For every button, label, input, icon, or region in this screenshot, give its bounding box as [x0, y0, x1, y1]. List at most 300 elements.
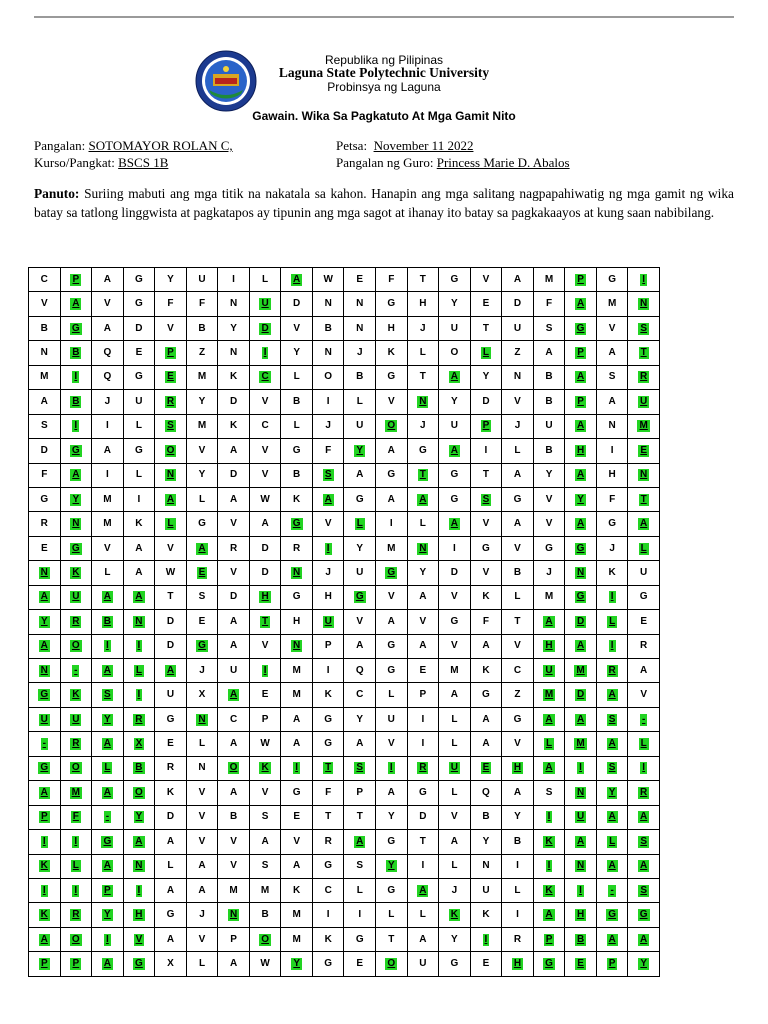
grid-cell [92, 512, 124, 536]
grid-letter: S [356, 762, 364, 774]
grid-cell [470, 805, 502, 829]
grid-letter: A [293, 713, 301, 725]
grid-cell [565, 732, 597, 756]
grid-cell [29, 268, 61, 292]
grid-letter: R [166, 762, 175, 774]
grid-letter: T [262, 615, 269, 627]
grid-letter: A [576, 298, 585, 310]
grid-cell [249, 830, 281, 854]
grid-letter: R [608, 664, 616, 676]
grid-letter: D [450, 566, 458, 578]
grid-cell [628, 390, 660, 414]
grid-letter: E [640, 444, 647, 456]
grid-letter: A [387, 493, 395, 505]
grid-letter: G [450, 615, 459, 627]
grid-cell [502, 903, 534, 927]
grid-letter: S [198, 591, 206, 603]
grid-letter: V [261, 469, 269, 481]
grid-cell [60, 316, 92, 340]
grid-cell [186, 830, 218, 854]
grid-cell [60, 927, 92, 951]
grid-cell [155, 316, 187, 340]
grid-letter: N [229, 298, 238, 310]
grid-letter: M [103, 518, 112, 530]
grid-cell [407, 487, 439, 511]
grid-letter: Q [103, 347, 112, 359]
grid-letter: R [293, 542, 301, 554]
grid-cell [92, 659, 124, 683]
grid-letter: A [450, 689, 458, 701]
grid-cell [312, 756, 344, 780]
grid-letter: L [419, 909, 426, 921]
grid-letter: E [40, 542, 48, 554]
grid-cell [29, 561, 61, 585]
word-search-body [29, 268, 660, 977]
grid-cell [123, 952, 155, 976]
grid-cell [312, 854, 344, 878]
grid-letter: P [230, 933, 237, 945]
grid-letter: G [292, 786, 301, 798]
grid-letter: T [640, 347, 647, 359]
grid-letter: D [166, 615, 175, 627]
grid-letter: A [482, 640, 490, 652]
grid-cell [92, 439, 124, 463]
grid-cell [533, 536, 565, 560]
grid-letter: M [103, 493, 112, 505]
grid-letter: X [167, 957, 174, 969]
grid-cell [344, 561, 376, 585]
grid-letter: R [72, 615, 80, 627]
grid-cell [123, 805, 155, 829]
grid-letter: A [608, 933, 616, 945]
grid-cell [281, 683, 313, 707]
grid-letter: L [514, 884, 521, 896]
grid-cell [596, 512, 628, 536]
grid-letter: T [419, 469, 426, 481]
grid-cell [218, 365, 250, 389]
republic-line: Republika ng Pilipinas [324, 53, 444, 67]
grid-cell [628, 781, 660, 805]
grid-letter: I [610, 640, 614, 652]
grid-letter: A [482, 738, 490, 750]
grid-cell [628, 512, 660, 536]
grid-letter: A [229, 493, 238, 505]
grid-cell [312, 707, 344, 731]
grid-cell [60, 365, 92, 389]
grid-cell [533, 854, 565, 878]
grid-letter: U [72, 591, 80, 603]
grid-letter: V [640, 689, 647, 701]
grid-letter: M [387, 542, 396, 554]
grid-letter: G [71, 444, 80, 456]
grid-cell [470, 390, 502, 414]
grid-letter: G [387, 371, 396, 383]
grid-letter: S [608, 713, 616, 725]
grid-letter: I [137, 689, 141, 701]
grid-letter: T [514, 615, 521, 627]
grid-cell [502, 487, 534, 511]
grid-letter: Q [355, 664, 364, 676]
grid-letter: C [261, 420, 269, 432]
grid-cell [186, 854, 218, 878]
grid-cell [502, 781, 534, 805]
grid-letter: U [387, 713, 395, 725]
grid-letter: B [513, 566, 522, 578]
grid-letter: G [324, 860, 333, 872]
grid-cell [92, 463, 124, 487]
grid-cell [502, 292, 534, 316]
grid-letter: Y [135, 811, 143, 823]
grid-cell [312, 292, 344, 316]
grid-cell [376, 585, 408, 609]
grid-letter: M [71, 786, 80, 798]
grid-letter: A [40, 933, 48, 945]
grid-letter: G [608, 909, 616, 921]
grid-letter: J [199, 664, 205, 676]
grid-letter: I [421, 860, 425, 872]
grid-cell [628, 805, 660, 829]
grid-cell [344, 536, 376, 560]
grid-letter: U [545, 420, 553, 432]
grid-letter: A [576, 469, 585, 481]
grid-cell [312, 390, 344, 414]
grid-cell [218, 341, 250, 365]
grid-row [29, 683, 660, 707]
grid-cell [502, 683, 534, 707]
grid-cell [376, 878, 408, 902]
grid-cell [155, 732, 187, 756]
grid-cell [407, 512, 439, 536]
grid-cell [533, 316, 565, 340]
grid-letter: G [324, 957, 333, 969]
grid-cell [439, 830, 471, 854]
grid-cell [533, 634, 565, 658]
grid-cell [218, 585, 250, 609]
grid-letter: D [482, 395, 490, 407]
grid-letter: A [450, 371, 458, 383]
grid-cell [502, 732, 534, 756]
grid-cell [470, 781, 502, 805]
grid-letter: Q [482, 786, 490, 798]
grid-letter: T [482, 322, 489, 334]
grid-cell [533, 365, 565, 389]
grid-cell [628, 414, 660, 438]
grid-cell [29, 927, 61, 951]
grid-letter: D [576, 615, 585, 627]
grid-cell [249, 756, 281, 780]
grid-letter: I [389, 762, 393, 774]
name-label: Pangalan: [34, 138, 86, 153]
grid-letter: V [514, 738, 521, 750]
grid-cell [155, 390, 187, 414]
grid-cell [155, 414, 187, 438]
grid-cell [344, 830, 376, 854]
grid-letter: J [420, 420, 426, 432]
grid-cell [123, 390, 155, 414]
grid-cell [533, 659, 565, 683]
grid-cell [155, 341, 187, 365]
grid-cell [123, 610, 155, 634]
grid-letter: F [388, 273, 395, 285]
grid-cell [218, 683, 250, 707]
grid-cell [155, 903, 187, 927]
grid-cell [186, 634, 218, 658]
grid-letter: J [104, 395, 111, 407]
grid-cell [123, 781, 155, 805]
grid-letter: A [198, 860, 206, 872]
grid-cell [218, 316, 250, 340]
grid-cell [312, 878, 344, 902]
grid-letter: S [104, 689, 111, 701]
grid-letter: G [198, 518, 206, 530]
grid-letter: H [293, 615, 301, 627]
grid-cell [376, 292, 408, 316]
grid-letter: I [389, 518, 393, 530]
grid-cell [628, 487, 660, 511]
grid-letter: - [610, 884, 614, 896]
grid-letter: G [387, 640, 396, 652]
grid-letter: A [387, 444, 395, 456]
grid-letter: F [198, 298, 206, 310]
grid-cell [470, 365, 502, 389]
grid-cell [218, 268, 250, 292]
grid-letter: E [135, 347, 143, 359]
grid-cell [60, 585, 92, 609]
grid-letter: O [166, 444, 175, 456]
grid-letter: N [419, 542, 427, 554]
grid-cell [344, 268, 376, 292]
grid-cell [596, 756, 628, 780]
grid-cell [502, 414, 534, 438]
grid-letter: V [40, 298, 48, 310]
grid-cell [565, 365, 597, 389]
grid-row [29, 439, 660, 463]
grid-letter: C [513, 664, 522, 676]
grid-cell [439, 781, 471, 805]
grid-cell [186, 903, 218, 927]
grid-letter: W [165, 566, 176, 578]
grid-letter: W [260, 957, 270, 969]
grid-letter: L [545, 738, 553, 750]
grid-cell [186, 659, 218, 683]
grid-letter: O [261, 933, 269, 945]
grid-cell [312, 561, 344, 585]
grid-cell [439, 390, 471, 414]
grid-cell [628, 561, 660, 585]
grid-letter: B [40, 322, 48, 334]
grid-letter: U [545, 664, 553, 676]
grid-cell [565, 414, 597, 438]
grid-cell [218, 952, 250, 976]
grid-letter: V [387, 395, 395, 407]
grid-cell [376, 390, 408, 414]
grid-cell [249, 732, 281, 756]
grid-cell [344, 439, 376, 463]
grid-letter: I [295, 762, 299, 774]
grid-cell [439, 585, 471, 609]
grid-letter: - [105, 811, 110, 823]
grid-cell [281, 830, 313, 854]
grid-cell [502, 365, 534, 389]
grid-letter: V [167, 542, 174, 554]
grid-letter: R [324, 835, 332, 847]
grid-letter: G [166, 713, 175, 725]
grid-letter: B [576, 933, 585, 945]
grid-cell [249, 854, 281, 878]
grid-letter: E [356, 273, 364, 285]
grid-cell [60, 512, 92, 536]
grid-letter: Z [514, 347, 521, 359]
grid-letter: I [484, 933, 488, 945]
grid-cell [92, 390, 124, 414]
grid-cell [470, 561, 502, 585]
grid-letter: A [166, 933, 175, 945]
grid-letter: S [640, 835, 647, 847]
grid-cell [218, 854, 250, 878]
grid-cell [92, 561, 124, 585]
grid-letter: I [452, 542, 456, 554]
grid-cell [344, 903, 376, 927]
grid-letter: U [576, 811, 585, 823]
grid-letter: A [72, 298, 80, 310]
grid-cell [533, 561, 565, 585]
grid-cell [186, 512, 218, 536]
grid-cell [312, 585, 344, 609]
grid-cell [344, 683, 376, 707]
grid-cell [186, 390, 218, 414]
grid-letter: S [167, 420, 174, 432]
grid-letter: V [198, 933, 206, 945]
grid-letter: T [167, 591, 174, 603]
grid-letter: G [576, 591, 585, 603]
grid-cell [155, 463, 187, 487]
grid-letter: V [104, 298, 111, 310]
grid-letter: I [105, 640, 109, 652]
grid-cell [281, 610, 313, 634]
grid-cell [533, 487, 565, 511]
grid-cell [123, 439, 155, 463]
grid-cell [439, 659, 471, 683]
grid-letter: P [40, 957, 48, 969]
grid-cell [596, 292, 628, 316]
grid-letter: E [482, 298, 490, 310]
grid-cell [628, 341, 660, 365]
grid-letter: N [229, 909, 238, 921]
grid-cell [281, 414, 313, 438]
grid-letter: A [450, 835, 458, 847]
grid-cell [439, 463, 471, 487]
grid-letter: A [135, 591, 143, 603]
grid-letter: G [387, 664, 396, 676]
grid-cell [376, 781, 408, 805]
grid-cell [376, 610, 408, 634]
grid-letter: Y [451, 933, 458, 945]
grid-cell [218, 634, 250, 658]
grid-letter: I [484, 444, 488, 456]
grid-letter: P [577, 395, 584, 407]
grid-cell [29, 487, 61, 511]
grid-cell [502, 561, 534, 585]
grid-cell [439, 414, 471, 438]
grid-cell [439, 878, 471, 902]
grid-letter: G [135, 444, 143, 456]
grid-cell [376, 805, 408, 829]
grid-letter: L [167, 860, 174, 872]
grid-cell [281, 781, 313, 805]
grid-letter: N [482, 860, 490, 872]
grid-letter: K [229, 371, 238, 383]
grid-cell [376, 927, 408, 951]
grid-cell [92, 585, 124, 609]
grid-cell [533, 781, 565, 805]
grid-letter: K [72, 689, 80, 701]
grid-letter: P [419, 689, 427, 701]
course-value: BSCS 1B [118, 155, 169, 170]
grid-letter: N [513, 371, 522, 383]
grid-cell [344, 292, 376, 316]
grid-cell [312, 805, 344, 829]
grid-cell [186, 365, 218, 389]
grid-letter: J [325, 420, 331, 432]
grid-letter: D [261, 566, 269, 578]
grid-letter: L [198, 738, 206, 750]
grid-letter: K [40, 860, 48, 872]
grid-cell [596, 927, 628, 951]
grid-cell [470, 927, 502, 951]
grid-cell [628, 927, 660, 951]
grid-letter: P [545, 933, 553, 945]
grid-letter: N [72, 518, 80, 530]
grid-letter: S [640, 884, 647, 896]
grid-letter: B [482, 811, 490, 823]
grid-letter: V [230, 566, 237, 578]
grid-cell [92, 927, 124, 951]
grid-cell [60, 683, 92, 707]
grid-letter: E [167, 738, 174, 750]
grid-letter: U [419, 957, 427, 969]
grid-letter: E [198, 615, 206, 627]
grid-letter: A [545, 713, 553, 725]
grid-letter: K [261, 762, 269, 774]
grid-cell [376, 830, 408, 854]
grid-cell [60, 830, 92, 854]
grid-letter: M [639, 420, 648, 432]
grid-cell [344, 512, 376, 536]
grid-cell [628, 463, 660, 487]
grid-cell [60, 634, 92, 658]
grid-letter: A [419, 640, 427, 652]
grid-cell [628, 854, 660, 878]
grid-letter: A [640, 518, 648, 530]
grid-letter: L [419, 347, 426, 359]
grid-cell [596, 683, 628, 707]
grid-letter: I [516, 909, 519, 921]
grid-cell [281, 805, 313, 829]
grid-letter: D [40, 444, 48, 456]
grid-letter: G [387, 835, 396, 847]
grid-cell [407, 292, 439, 316]
grid-letter: Y [104, 909, 111, 921]
grid-letter: G [40, 493, 49, 505]
grid-cell [502, 952, 534, 976]
grid-letter: L [609, 835, 616, 847]
grid-letter: S [640, 322, 647, 334]
grid-letter: M [607, 298, 617, 310]
grid-cell [155, 707, 187, 731]
grid-cell [29, 878, 61, 902]
grid-cell [533, 732, 565, 756]
grid-letter: A [166, 493, 175, 505]
